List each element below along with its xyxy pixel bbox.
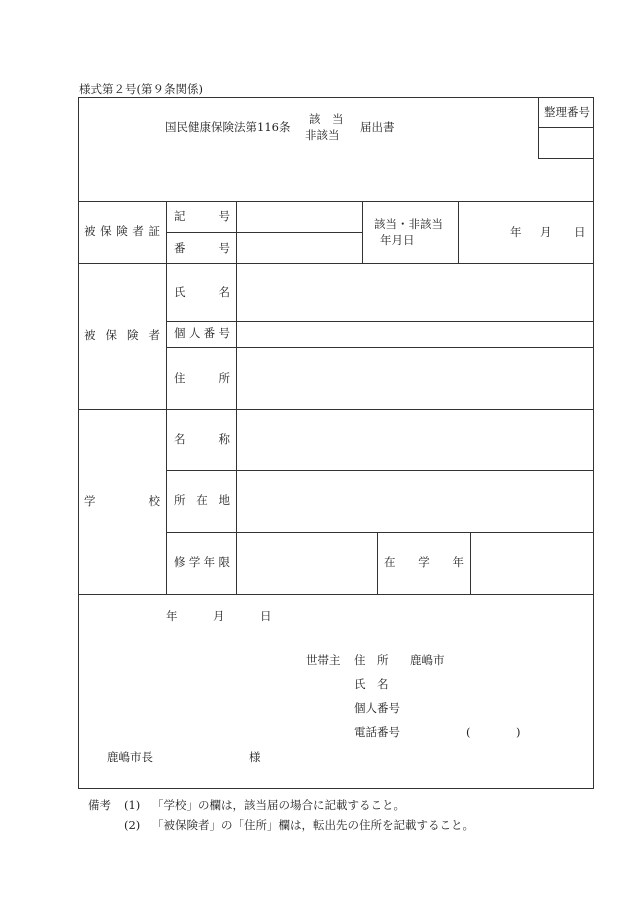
householder-phone-label: 電話番号 [354,725,400,739]
insured-my-number-label: 個 人 番 号 [174,326,230,340]
rule-insured-2 [166,347,594,348]
note-2-text: 「被保険者」の「住所」欄は，転出先の住所を記載すること。 [152,818,474,832]
insured-address-label: 住 所 [174,371,230,385]
householder-name-label: 氏 名 [354,677,389,691]
rule-card-mid [166,232,362,233]
declaration-day: 日 [260,609,272,623]
insured-label: 被 保 険 者 [84,328,160,342]
phone-paren-close: ) [516,725,521,739]
notes-heading: 備考 [88,798,111,812]
school-label: 学 校 [84,494,160,508]
rule-school-enrolled-left [377,532,378,594]
rule-school-bottom [78,594,594,595]
school-term-label: 修 学 年 限 [174,555,230,569]
rule-seiri-bottom [538,158,594,159]
school-location-label: 所 在 地 [174,493,230,507]
householder-label: 世帯主 [306,653,341,667]
title-prefix: 国民健康保険法第116条 [165,120,291,134]
householder-address-value: 鹿嶋市 [410,653,445,667]
rule-insured-bottom [78,409,594,410]
title-option-not-applicable: 非該当 [305,128,340,142]
rule-seiri-left [538,97,539,159]
note-1-text: 「学校」の欄は，該当届の場合に記載すること。 [152,798,405,812]
rule-title-bottom [78,201,594,202]
bango-label: 番 号 [174,241,230,255]
note-1-number: (1) [124,798,141,812]
insured-name-label: 氏 名 [174,285,230,299]
title-option-applicable: 該 当 [309,112,344,126]
rule-seiri-header [538,127,594,128]
insurance-card-label: 被 保 険 者 証 [84,224,160,238]
school-name-label: 名 称 [174,432,230,446]
householder-my-number-label: 個人番号 [354,701,400,715]
form-number: 様式第２号(第９条関係) [79,82,203,96]
card-day: 日 [574,225,586,239]
card-date-label-line2: 年月日 [380,233,415,247]
kigo-label: 記 号 [174,209,230,223]
card-date-label-line1: 該当・非該当 [374,217,443,231]
title-suffix: 届出書 [360,120,395,134]
rule-card-bottom [78,263,594,264]
rule-school-1 [166,470,594,471]
seiri-label: 整理番号 [544,105,590,119]
card-month: 月 [540,225,552,239]
card-year: 年 [510,225,522,239]
rule-insured-1 [166,321,594,322]
phone-paren-open: ( [466,725,471,739]
householder-address-label: 住 所 [354,653,389,667]
school-enrolled-label: 在 学 年 [384,555,464,569]
rule-sublabel-col [236,201,237,594]
rule-label-col [166,201,167,594]
rule-card-date-right [458,201,459,263]
addressee-honorific: 様 [249,750,261,764]
note-2-number: (2) [124,818,141,832]
rule-school-enrolled-right [470,532,471,594]
declaration-year: 年 [166,609,178,623]
addressee: 鹿嶋市長 [107,750,153,764]
declaration-month: 月 [213,609,225,623]
rule-school-2 [166,532,594,533]
rule-card-date-left [362,201,363,263]
